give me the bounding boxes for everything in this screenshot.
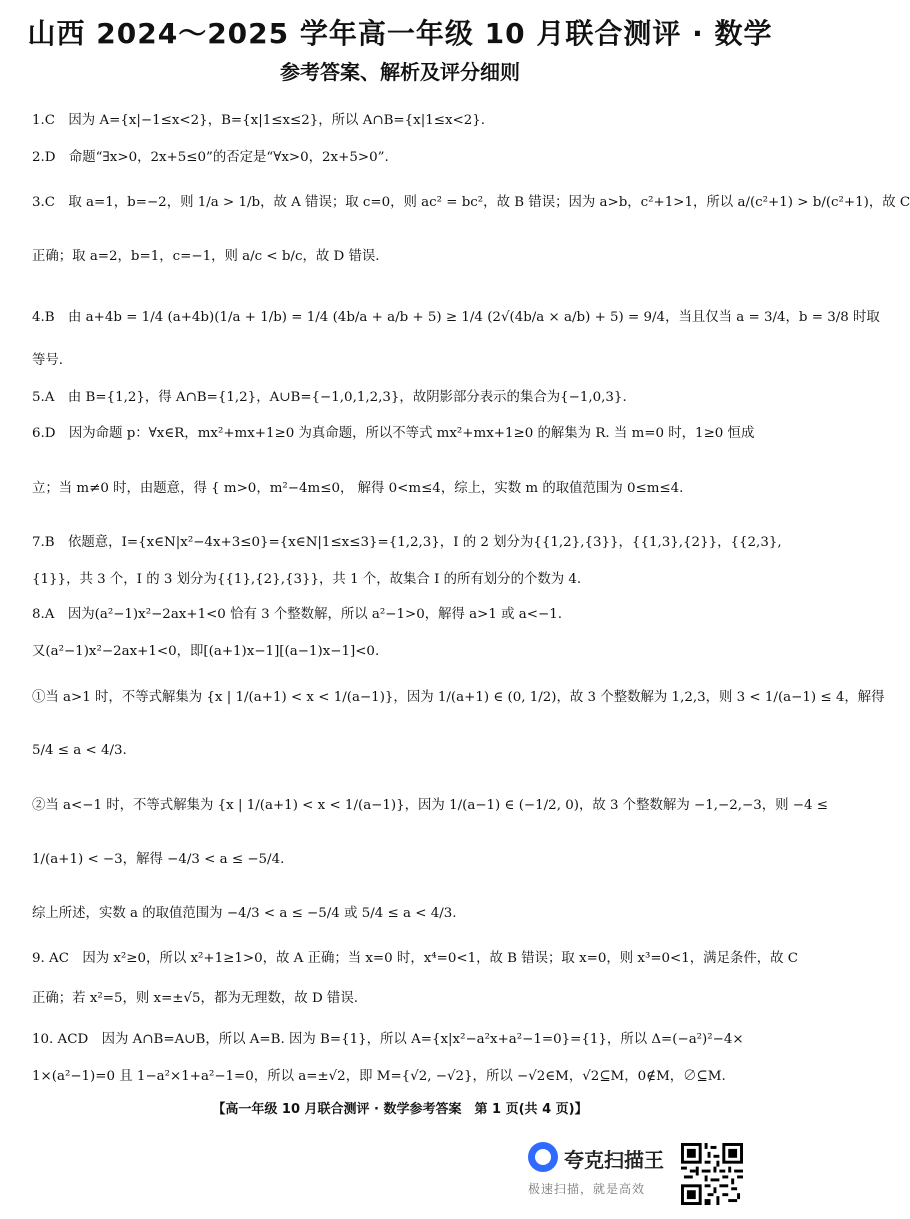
answer-line: 6.D 因为命题 p：∀x∈R，mx²+mx+1≥0 为真命题，所以不等式 mx²+mx+1≥0 的解集为 R. 当 m=0 时，1≥0 恒成: [32, 426, 755, 441]
answer-line: 1/(a+1) < −3，解得 −4/3 < a ≤ −5/4.: [32, 852, 285, 867]
answer-line: ①当 a>1 时，不等式解集为 {x | 1/(a+1) < x < 1/(a−1)}，因为 1/(a+1) ∈ (0, 1/2)，故 3 个整数解为 1,2,3，则 3 < 1/(a−1) ≤ 4，解得: [32, 690, 885, 705]
answer-line: 1.C 因为 A={x|−1≤x<2}，B={x|1≤x≤2}，所以 A∩B={x|1≤x<2}.: [32, 113, 486, 128]
answer-line: 等号.: [32, 353, 64, 368]
answer-line: 正确；取 a=2，b=1，c=−1，则 a/c < b/c，故 D 错误.: [32, 249, 380, 264]
answer-line: {1}}，共 3 个，I 的 3 划分为{{1},{2},{3}}，共 1 个，故集合 I 的所有划分的个数为 4.: [32, 572, 582, 587]
answer-line: 3.C 取 a=1，b=−2，则 1/a > 1/b，故 A 错误；取 c=0，则 ac² = bc²，故 B 错误；因为 a>b，c²+1>1，所以 a/(c²+1) > b/(c²+1)，故 C: [32, 195, 910, 210]
page-title: 山西 2024～2025 学年高一年级 10 月联合测评 · 数学: [27, 17, 773, 50]
answer-line: 8.A 因为(a²−1)x²−2ax+1<0 恰有 3 个整数解，所以 a²−1>0，解得 a>1 或 a<−1.: [32, 607, 562, 622]
answer-line: 综上所述，实数 a 的取值范围为 −4/3 < a ≤ −5/4 或 5/4 ≤ a < 4/3.: [32, 906, 457, 921]
answer-line: 又(a²−1)x²−2ax+1<0，即[(a+1)x−1][(a−1)x−1]<0.: [32, 644, 380, 659]
scanner-logo-icon: [528, 1142, 558, 1172]
answer-line: 正确；若 x²=5，则 x=±√5，都为无理数，故 D 错误.: [32, 991, 358, 1006]
answer-line: 立；当 m≠0 时，由题意，得 { m>0，m²−4m≤0， 解得 0<m≤4，综上，实数 m 的取值范围为 0≤m≤4.: [32, 481, 684, 496]
page-subtitle: 参考答案、解析及评分细则: [280, 60, 520, 84]
page-footer: 【高一年级 10 月联合测评 · 数学参考答案 第 1 页(共 4 页)】: [212, 1102, 588, 1117]
answer-line: 4.B 由 a+4b = 1/4 (a+4b)(1/a + 1/b) = 1/4 (4b/a + a/b + 5) ≥ 1/4 (2√(4b/a × a/b) + 5) = 9/4，当且仅当 a = 3/4，b = 3/8 时取: [32, 310, 880, 325]
scanner-slogan: 极速扫描，就是高效: [528, 1182, 646, 1196]
answer-line: 5.A 由 B={1,2}，得 A∩B={1,2}，A∪B={−1,0,1,2,3}，故阴影部分表示的集合为{−1,0,3}.: [32, 390, 627, 405]
scanner-brand: 夸克扫描王: [564, 1148, 664, 1172]
answer-line: 1×(a²−1)=0 且 1−a²×1+a²−1=0，所以 a=±√2，即 M={√2, −√2}，所以 −√2∈M，√2⊆M，0∉M，∅⊆M.: [32, 1069, 726, 1084]
qr-code-icon: [681, 1143, 743, 1205]
answer-line: 2.D 命题“∃x>0，2x+5≤0”的否定是“∀x>0，2x+5>0”.: [32, 150, 389, 165]
answer-line: 10. ACD 因为 A∩B=A∪B，所以 A=B. 因为 B={1}，所以 A={x|x²−a²x+a²−1=0}={1}，所以 Δ=(−a²)²−4×: [32, 1032, 744, 1047]
answer-line: 9. AC 因为 x²≥0，所以 x²+1≥1>0，故 A 正确；当 x=0 时，x⁴=0<1，故 B 错误；取 x=0，则 x³=0<1，满足条件，故 C: [32, 951, 799, 966]
answer-line: 7.B 依题意，I={x∈N|x²−4x+3≤0}={x∈N|1≤x≤3}={1,2,3}，I 的 2 划分为{{1,2},{3}}，{{1,3},{2}}，{{2,3},: [32, 535, 782, 550]
scanner-watermark: [528, 1138, 678, 1202]
answer-line: ②当 a<−1 时，不等式解集为 {x | 1/(a+1) < x < 1/(a−1)}，因为 1/(a−1) ∈ (−1/2, 0)，故 3 个整数解为 −1,−2,−3，则 −4 ≤: [32, 798, 828, 813]
answer-line: 5/4 ≤ a < 4/3.: [32, 743, 127, 758]
